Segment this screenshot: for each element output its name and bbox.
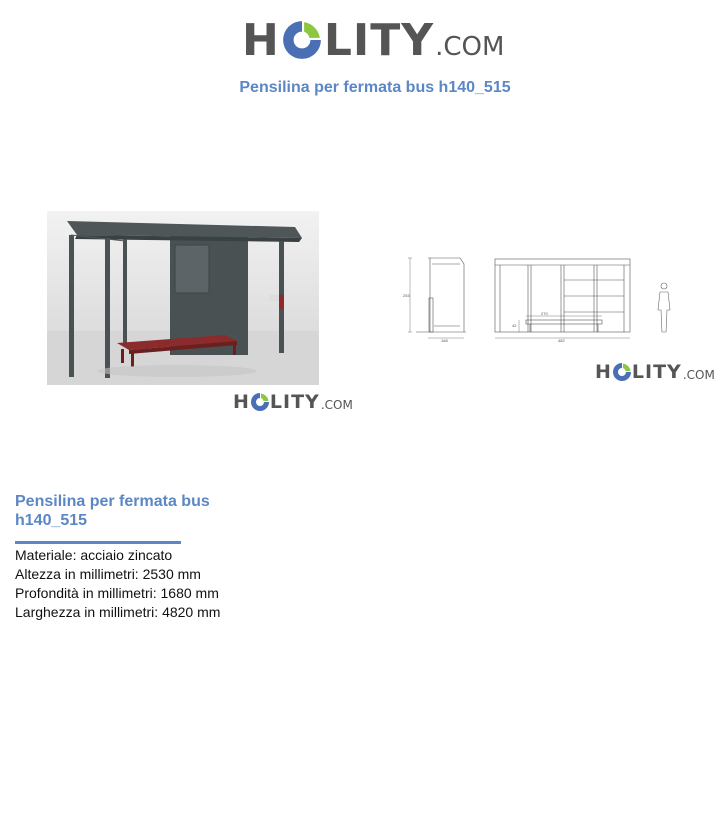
- spec-material: [15, 546, 220, 565]
- spec-label: Profondità in millimetri:: [15, 585, 157, 601]
- logo-letters: LITY: [631, 361, 682, 383]
- holity-logo-photo: [233, 390, 353, 414]
- product-photo: [47, 211, 319, 385]
- spec-label: Materiale:: [15, 547, 77, 563]
- spec-depth: [15, 584, 220, 603]
- spec-value: 4820 mm: [162, 604, 221, 620]
- logo-letters: LITY: [269, 391, 320, 413]
- dim-height: 253: [403, 293, 410, 298]
- logo-com: .COM: [320, 398, 353, 412]
- spec-width: [15, 603, 220, 622]
- logo-o-icon: [250, 392, 270, 412]
- spec-label: Larghezza in millimetri:: [15, 604, 159, 620]
- page-title: Pensilina per fermata bus h140_515: [239, 79, 511, 96]
- dim-depth: 168: [441, 338, 448, 343]
- logo-letters: LITY: [323, 14, 435, 66]
- human-figure: [658, 283, 670, 332]
- dim-seat: 42: [512, 323, 517, 328]
- spec-value: 1680 mm: [160, 585, 219, 601]
- spec-height: [15, 565, 220, 584]
- holity-logo[interactable]: [242, 14, 504, 66]
- logo-letter-h: H: [595, 361, 612, 383]
- logo-letter-h: H: [233, 391, 250, 413]
- spec-label: Altezza in millimetri:: [15, 566, 139, 582]
- logo-o-icon: [612, 362, 632, 382]
- holity-logo-drawing: [595, 360, 715, 384]
- technical-drawing: [398, 250, 680, 345]
- product-title: Pensilina per fermata bus h140_515: [15, 493, 210, 529]
- dim-bench: 270: [541, 311, 548, 316]
- title-underline: [15, 541, 181, 544]
- spec-value: 2530 mm: [142, 566, 201, 582]
- logo-com: .COM: [682, 368, 715, 382]
- logo-o-icon: [281, 19, 323, 61]
- logo-letter-h: H: [242, 14, 280, 66]
- dim-width: 482: [558, 338, 565, 343]
- spec-value: acciaio zincato: [80, 547, 173, 563]
- spec-list: [15, 546, 220, 622]
- logo-com: .COM: [435, 32, 505, 62]
